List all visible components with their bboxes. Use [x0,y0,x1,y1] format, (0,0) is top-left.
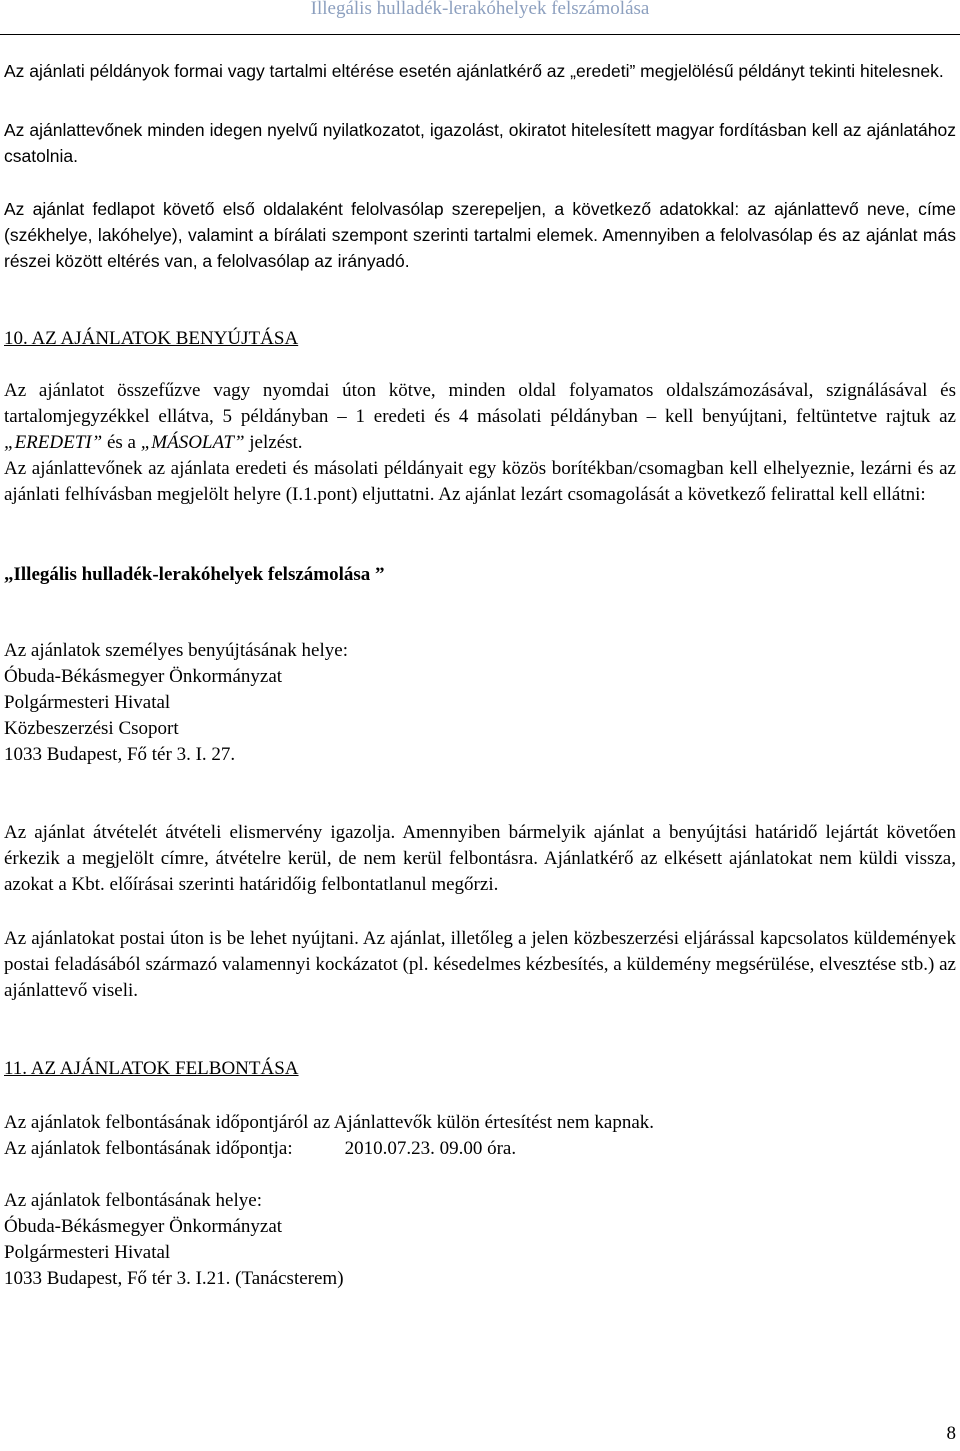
section-10-paragraph-2: Az ajánlattevőnek az ajánlata eredeti és másolati példányait egy közös borítékban/csomagban kell elhelyeznie, lezárni és az ajánlati felhívásban megjelölt helyre (I.1.pont) eljuttatni. Az ajánlat lezárt csomagolását a következő felirattal kell ellátni: [4,458,956,505]
section-11-heading [4,1056,956,1082]
s10-p1-end: jelzést. [244,432,303,453]
intro-paragraph-2: Az ajánlattevőnek minden idegen nyelvű nyilatkozatot, igazolást, okiratot hitelesített magyar fordításban kell az ajánlatához csatolnia. [4,120,956,166]
s10-p1-and: és a [102,432,141,453]
envelope-label-text: „Illegális hulladék-lerakóhelyek felszámolása ” [4,564,385,585]
opening-time-label: Az ajánlatok felbontásának időpontja: [4,1138,293,1159]
opening-time-line [4,1136,956,1162]
section-11-paragraph-1: Az ajánlatok felbontásának időpontjáról az Ajánlattevők külön értesítést nem kapnak. [4,1112,655,1133]
opening-time-value: 2010.07.23. 09.00 óra. [344,1138,517,1159]
s10-p1-text: Az ajánlatot összefűzve vagy nyomdai úton kötve, minden oldal folyamatos oldalszámozásával, szignálásával és tartalomjegyzékkel ellátva, 5 példányban – 1 eredeti és 4 másolati példányban – kell benyújtani, feltüntetve rajtuk az [4,380,956,427]
submission-place-intro: Az ajánlatok személyes benyújtásának helye: [4,640,348,661]
header-rule [0,34,960,35]
s10-eredeti-mark: „EREDETI” [4,432,103,453]
section-10-heading-text: 10. AZ AJÁNLATOK BENYÚJTÁSA [4,328,299,349]
running-header: Illegális hulladék-lerakóhelyek felszámolása [310,0,650,19]
submission-place-line-3: Közbeszerzési Csoport [4,718,179,739]
submission-place-line-4: 1033 Budapest, Fő tér 3. I. 27. [4,744,236,765]
section-10-paragraph-3: Az ajánlat átvételét átvételi elismervény igazolja. Amennyiben bármelyik ajánlat a benyújtási határidő lejártát követően érkezik a megjelölt címre, átvételre kerül, de nem kerül felbontásra. Ajánlatkérő az elkésett ajánlatokat nem küldi vissza, azokat a Kbt. előírásai szerinti határidőig felbontatlanul megőrzi. [4,822,956,895]
opening-place-line-1: Óbuda-Békásmegyer Önkormányzat [4,1216,283,1237]
opening-place-line-2: Polgármesteri Hivatal [4,1242,171,1263]
intro-paragraph-1: Az ajánlati példányok formai vagy tartalmi eltérése esetén ajánlatkérő az „eredeti” megjelölésű példányt tekinti hitelesnek. [4,61,944,81]
section-10-paragraph-1 [4,378,956,456]
page-number: 8 [946,1423,956,1444]
opening-place-line-3: 1033 Budapest, Fő tér 3. I.21. (Tanácsterem) [4,1268,344,1289]
section-11-heading-text: 11. AZ AJÁNLATOK FELBONTÁSA [4,1058,299,1079]
submission-place-line-1: Óbuda-Békásmegyer Önkormányzat [4,666,283,687]
submission-place-line-2: Polgármesteri Hivatal [4,692,171,713]
s10-masolat-mark: „MÁSOLAT” [140,432,245,453]
section-10-heading [4,326,956,352]
section-10-paragraph-4: Az ajánlatokat postai úton is be lehet nyújtani. Az ajánlat, illetőleg a jelen közbeszerzési eljárással kapcsolatos küldemények postai feladásából származó valamennyi kockázatot (pl. késedelmes kézbesítés, a küldemény megsérülése, elvesztése stb.) az ajánlattevő viseli. [4,928,956,1001]
intro-paragraph-3: Az ajánlat fedlapot követő első oldalaként felolvasólap szerepeljen, a következő adatokkal: az ajánlattevő neve, címe (székhelye, lakóhelye), valamint a bírálati szempont szerinti tartalmi elemek. Amennyiben a felolvasólap és az ajánlat más részei között eltérés van, a felolvasólap az irányadó. [4,199,956,271]
opening-place-intro: Az ajánlatok felbontásának helye: [4,1190,262,1211]
